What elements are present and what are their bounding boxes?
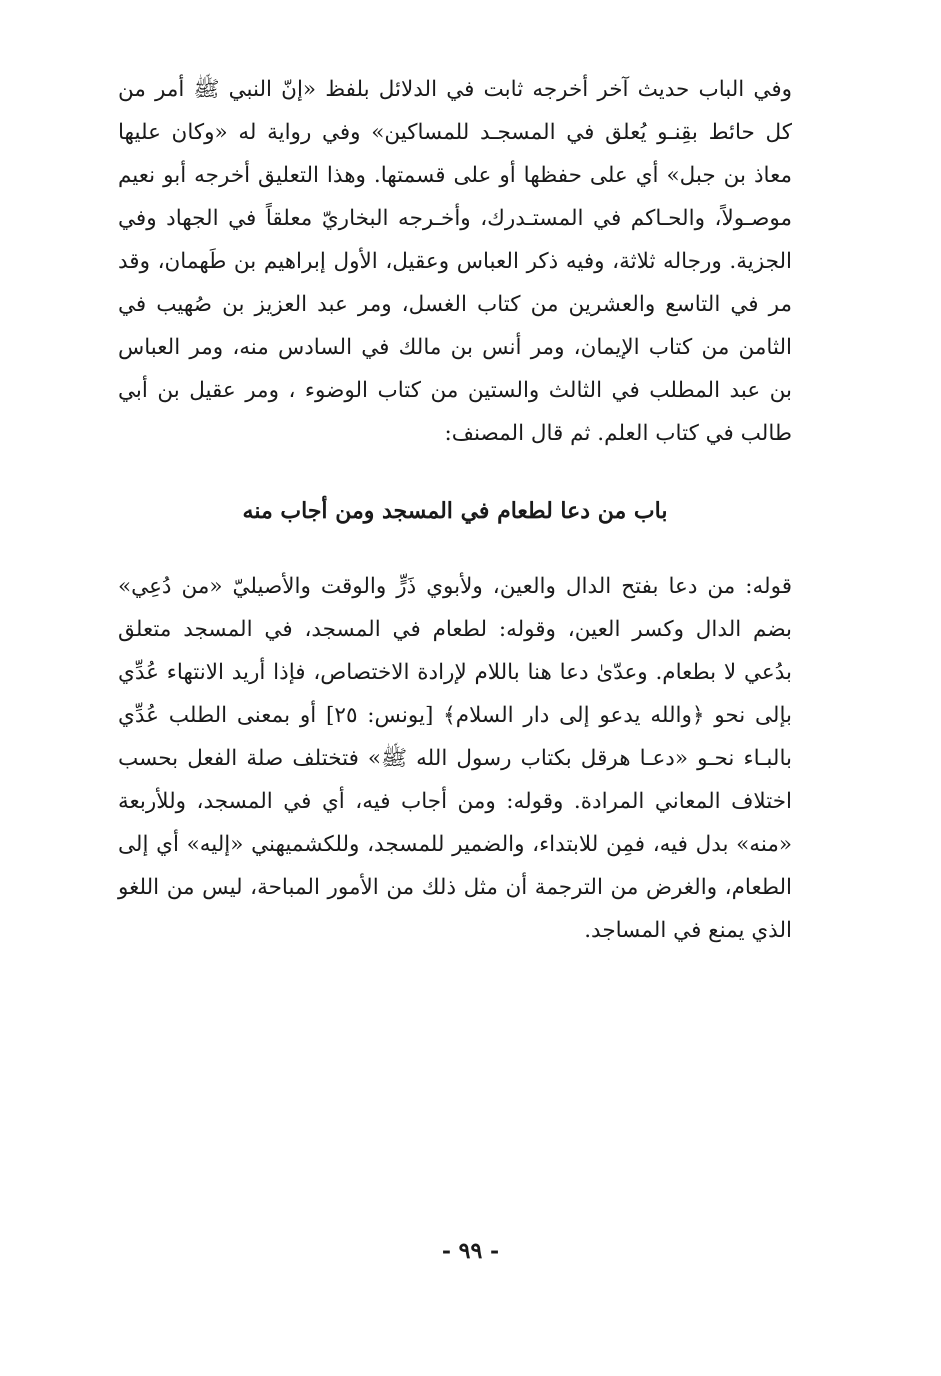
chapter-heading: باب من دعا لطعام في المسجد ومن أجاب منه [242, 498, 668, 524]
page-body [118, 68, 792, 952]
paragraph-2: قوله: من دعا بفتح الدال والعين، ولأبوي ذَرٍّ والوقت والأصيليّ «من دُعِي» بضم الدال وكسر العين، وقوله: لطعام في المسجد، في المسجد متعلق بدُعي لا بطعام. وعدّىٰ دعا هنا باللام لإرادة الاختصاص، فإذا أريد الانتهاء عُدِّي بإلى نحو ﴿والله يدعو إلى دار السلام﴾ [يونس: ٢٥] أو بمعنى الطلب عُدِّي بالبـاء نحـو «دعـا هرقل بكتاب رسول الله ﷺ» فتختلف صلة الفعل بحسب اختلاف المعاني المرادة. وقوله: ومن أجاب فيه، أي في المسجد، وللأربعة «منه» بدل فيه، فمِن للابتداء، والضمير للمسجد، وللكشميهني «إليه» أي إلى الطعام، والغرض من الترجمة أن مثل ذلك من الأمور المباحة، ليس من اللغو الذي يمنع في المساجد. [118, 574, 792, 943]
page-number: - ٩٩ - [441, 1238, 500, 1264]
paragraph-1: وفي الباب حديث آخر أخرجه ثابت في الدلائل بلفظ «إنّ النبي ﷺ أمر من كل حائط بقِنـو يُعلق في المسجـد للمساكين» وفي رواية له «وكان عليها معاذ بن جبل» أي على حفظها أو على قسمتها. وهذا التعليق أخرجه أبو نعيم موصـولاً، والحـاكم في المستـدرك، وأخـرجه البخاريّ معلقاً في الجهاد وفي الجزية. ورجاله ثلاثة، وفيه ذكر العباس وعقيل، الأول إبراهيم بن طَهمان، وقد مر في التاسع والعشرين من كتاب الغسل، ومر عبد العزيز بن صُهيب في الثامن من كتاب الإيمان، ومر أنس بن مالك في السادس منه، ومر العباس بن عبد المطلب في الثالث والستين من كتاب الوضوء ، ومر عقيل بن أبي طالب في كتاب العلم. ثم قال المصنف: [118, 77, 792, 446]
